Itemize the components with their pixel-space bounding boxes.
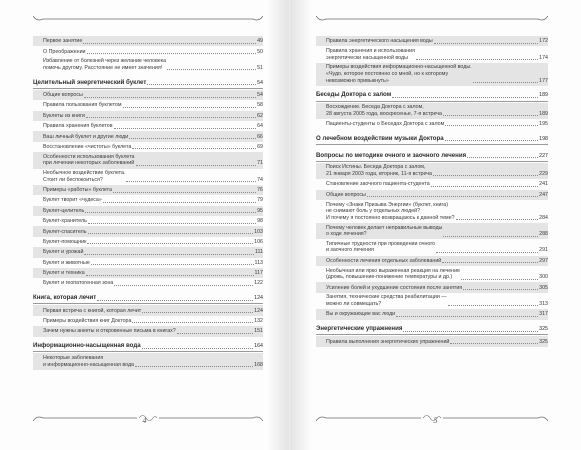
toc-entry xyxy=(33,36,263,46)
toc-page-number: 247 xyxy=(539,191,548,198)
toc-page-number: 132 xyxy=(254,318,263,324)
dot-leader xyxy=(367,191,538,197)
toc-entry-title: Становление заочного пациента-студента xyxy=(326,181,430,188)
dot-leader xyxy=(450,338,538,344)
dot-leader xyxy=(473,77,539,83)
dot-leader xyxy=(443,110,538,116)
toc-entry-title: Беседы Доктора с залом xyxy=(316,91,392,99)
toc-page-number: 74 xyxy=(257,176,263,183)
toc-page-number: 325 xyxy=(539,326,548,333)
toc-page-number: 122 xyxy=(254,280,263,287)
toc-entry-title: Буклет-целитель xyxy=(43,207,85,214)
toc-page-number: 49 xyxy=(257,38,263,45)
dot-leader xyxy=(396,311,538,317)
toc-entry xyxy=(316,282,548,292)
toc-entry-title: Целительный энергетический буклет xyxy=(33,78,147,86)
dot-leader xyxy=(445,120,538,126)
toc-entry-title: Правила хранения и использования энергетически насыщенной воды xyxy=(326,47,415,61)
toc-page-number: 195 xyxy=(539,121,548,128)
toc-page-number: 241 xyxy=(539,181,548,188)
toc-section-heading xyxy=(33,337,263,353)
toc-entry xyxy=(33,131,263,141)
toc-entry-title: Первое занятие xyxy=(43,38,83,45)
toc-page-number: 113 xyxy=(254,259,263,266)
dot-leader xyxy=(443,231,538,237)
toc-entry xyxy=(33,216,263,226)
toc-page-number: 189 xyxy=(539,92,548,99)
dot-leader xyxy=(83,38,256,44)
dot-leader xyxy=(114,123,257,129)
dot-leader xyxy=(86,112,256,118)
toc-entry xyxy=(316,200,548,223)
toc-page-number: 229 xyxy=(539,171,548,177)
dot-leader xyxy=(431,181,538,187)
toc-page-number: 79 xyxy=(257,197,263,204)
toc-entry xyxy=(316,119,548,129)
toc-entry xyxy=(33,316,263,326)
toc-entry xyxy=(316,179,548,189)
toc-entry-title: Буклет-спаситель xyxy=(43,228,87,235)
toc-section-heading xyxy=(316,146,548,162)
toc-entry-title: Типичные трудности при проведении очного и заочного лечения xyxy=(326,240,436,254)
toc-entry xyxy=(33,121,263,131)
toc-entry xyxy=(33,326,263,336)
toc-entry-title: Информационно-насыщенная вода xyxy=(33,342,141,350)
toc-entry-title: Необычная или ярко выраженная реакция на лечение (дрожь, повышение-понижение температуры и др.) xyxy=(326,267,460,281)
toc-entry xyxy=(33,305,263,315)
toc-entry xyxy=(316,223,548,239)
page-folio: 5 xyxy=(433,416,438,425)
toc-entry xyxy=(33,195,263,205)
dot-leader xyxy=(113,187,256,193)
dot-leader xyxy=(445,135,539,141)
toc-entry xyxy=(316,46,548,62)
toc-entry xyxy=(316,103,548,119)
dot-leader xyxy=(123,102,257,108)
toc-page-number: 288 xyxy=(539,231,548,238)
dot-leader xyxy=(84,92,256,98)
dot-leader xyxy=(442,257,538,263)
toc-page-number: 284 xyxy=(539,214,548,221)
table-of-contents-right xyxy=(316,36,548,347)
dot-leader xyxy=(87,48,257,54)
toc-entry xyxy=(316,239,548,255)
toc-page-number: 69 xyxy=(257,143,263,150)
toc-section-heading xyxy=(33,73,263,89)
toc-page-number: 95 xyxy=(257,207,263,214)
dot-leader xyxy=(132,143,256,149)
toc-section-heading xyxy=(316,320,548,336)
dot-leader xyxy=(132,317,253,323)
dot-leader xyxy=(91,259,254,265)
toc-entry xyxy=(316,36,548,46)
toc-page-number: 297 xyxy=(539,257,548,264)
table-of-contents-left xyxy=(33,36,263,370)
toc-entry xyxy=(33,57,263,73)
toc-page-number: 71 xyxy=(257,160,263,167)
toc-page-number: 51 xyxy=(257,64,263,71)
toc-entry xyxy=(316,309,548,319)
toc-page-number: 58 xyxy=(257,102,263,109)
toc-page-number: 76 xyxy=(257,187,263,194)
page-folio: 4 xyxy=(142,416,147,425)
toc-entry xyxy=(33,185,263,195)
toc-entry-title: Первая встреча с книгой, которая лечит xyxy=(43,307,142,314)
dot-leader xyxy=(463,284,538,290)
toc-entry xyxy=(33,206,263,216)
dot-leader xyxy=(142,343,254,349)
dot-leader xyxy=(142,307,253,313)
toc-entry xyxy=(33,100,263,110)
toc-entry xyxy=(316,293,548,309)
toc-entry xyxy=(33,237,263,247)
toc-page-number: 106 xyxy=(254,238,263,245)
toc-page-number: 164 xyxy=(254,343,263,350)
toc-entry xyxy=(316,336,548,346)
toc-page-number: 124 xyxy=(254,307,263,314)
dot-leader xyxy=(136,160,257,166)
dot-leader xyxy=(403,326,538,332)
dot-leader xyxy=(88,218,256,224)
toc-entry-title: Общие вопросы xyxy=(43,92,83,99)
toc-page-number: 151 xyxy=(254,328,263,335)
toc-entry-title: Правила выполнения энергетических упражнений xyxy=(326,338,450,345)
dot-leader xyxy=(434,38,538,44)
toc-entry-title: Некоторые заболевания и информационно-насыщенная вода xyxy=(43,354,134,368)
toc-page-number: 177 xyxy=(539,77,548,84)
toc-entry-title: Поиск Истины. Беседа Доктора с залом, 21 января 2003 года, вторник, 11-я встреча xyxy=(326,164,432,177)
left-page xyxy=(0,0,289,450)
toc-page-number: 198 xyxy=(539,135,548,142)
toc-page-number: 54 xyxy=(257,79,263,86)
dot-leader xyxy=(416,54,538,60)
dot-leader xyxy=(88,228,254,234)
right-page xyxy=(290,0,581,450)
toc-entry-title: Буклеты из книги xyxy=(43,112,85,119)
dot-leader xyxy=(167,64,256,70)
dot-leader xyxy=(129,133,256,139)
toc-entry xyxy=(33,226,263,236)
toc-entry-title: Правила пользования буклетом xyxy=(43,102,122,109)
dot-leader xyxy=(147,79,256,85)
toc-entry-title: Буклет-хранитель xyxy=(43,218,87,225)
toc-page-number: 98 xyxy=(257,218,263,225)
toc-page-number: 291 xyxy=(539,247,548,254)
toc-entry-title: Буклет и урожай xyxy=(43,249,84,256)
dot-leader xyxy=(433,170,538,176)
toc-page-number: 227 xyxy=(539,152,548,159)
toc-entry xyxy=(33,268,263,278)
toc-entry-title: Усиление болей и ухудшение состояния после занятия xyxy=(326,284,463,291)
toc-page-number: 50 xyxy=(257,48,263,55)
dot-leader xyxy=(461,274,538,280)
dot-leader xyxy=(467,152,538,158)
toc-entry-title: Почему «Знаки Призыва Энергии» (буклет, книга) не снимают боль у отдельных людей? И почему я постоянно возвращаюсь к данной теме? xyxy=(326,201,455,221)
toc-entry xyxy=(33,152,263,168)
dot-leader xyxy=(177,328,253,334)
toc-page-number: 189 xyxy=(539,110,548,117)
toc-entry xyxy=(33,169,263,185)
toc-entry-title: О Преображении xyxy=(43,48,86,55)
toc-entry-title: Буклет-помощник xyxy=(43,238,87,245)
toc-entry-title: Особенности лечения отдельных заболеваний xyxy=(326,257,442,264)
toc-page-number: 300 xyxy=(539,274,548,281)
toc-entry-title: Избавление от болезней через желание человека помочь другому. Расстояние не имеет значения! xyxy=(43,58,167,71)
toc-page-number: 168 xyxy=(254,361,263,368)
toc-entry xyxy=(33,111,263,121)
toc-page-number: 174 xyxy=(539,54,548,61)
toc-page-number: 103 xyxy=(254,228,263,235)
dot-leader xyxy=(114,280,253,286)
toc-page-number: 317 xyxy=(539,311,548,318)
toc-page-number: 305 xyxy=(539,284,548,291)
dot-leader xyxy=(97,295,253,301)
dot-leader xyxy=(392,92,538,98)
toc-entry-title: Зачем нужны анкеты и откровенные письма в книгах? xyxy=(43,328,176,335)
toc-entry-title: Вопросы по методике очного и заочного лечения xyxy=(316,151,467,159)
toc-section-heading xyxy=(33,289,263,305)
toc-page-number: 111 xyxy=(254,249,263,256)
toc-entry-title: Пациенты-студенты о Беседах Доктора с залом xyxy=(326,121,445,128)
toc-entry-title: Буклет и животные xyxy=(43,259,90,266)
toc-page-number: 124 xyxy=(254,295,263,302)
top-ornament-rule xyxy=(316,14,548,24)
toc-entry-title: О лечебном воздействии музыки Доктора xyxy=(316,134,444,142)
toc-entry xyxy=(33,247,263,257)
toc-entry-title: Энергетические упражнения xyxy=(316,325,403,333)
toc-entry xyxy=(33,142,263,152)
toc-entry xyxy=(316,190,548,200)
toc-entry-title: Восстановление «чистоты» буклета xyxy=(43,143,132,150)
toc-entry-title: Ваш личный буклет и другие люди xyxy=(43,133,129,140)
toc-page-number: 62 xyxy=(257,112,263,119)
toc-entry xyxy=(316,256,548,266)
dot-leader xyxy=(126,176,256,182)
dot-leader xyxy=(86,270,254,276)
toc-entry xyxy=(316,63,548,86)
toc-entry-title: Примеры воздействия книг Доктора xyxy=(43,318,132,324)
toc-page-number: 66 xyxy=(257,133,263,140)
dot-leader xyxy=(87,238,253,244)
toc-entry xyxy=(316,266,548,282)
toc-entry xyxy=(316,163,548,179)
toc-page-number: 313 xyxy=(539,300,548,307)
dot-leader xyxy=(448,300,539,306)
toc-entry-title: Особенности использования буклета при лечении некоторых заболеваний xyxy=(43,153,135,167)
toc-page-number: 117 xyxy=(254,270,263,277)
toc-entry-title: Книга, которая лечит xyxy=(33,294,97,302)
toc-entry-title: Буклет и техника xyxy=(43,270,85,277)
dot-leader xyxy=(103,197,256,203)
toc-entry xyxy=(33,278,263,288)
toc-entry xyxy=(33,258,263,268)
dot-leader xyxy=(436,247,538,253)
toc-section-heading xyxy=(316,86,548,102)
toc-entry-title: Почему человек делает неправильные выводы о ходе лечения? xyxy=(326,224,443,238)
toc-entry-title: Буклет и геопатогенная зона xyxy=(43,280,114,287)
dot-leader xyxy=(85,207,256,213)
toc-entry-title: Примеры «работы» буклета xyxy=(43,187,112,194)
toc-entry-title: Правила хранения буклетов xyxy=(43,123,113,130)
top-ornament-rule xyxy=(33,14,263,24)
toc-page-number: 172 xyxy=(539,38,548,45)
toc-entry xyxy=(33,90,263,100)
toc-entry-title: Необычное воздействие буклета. Стоит ли беспокоиться? xyxy=(43,170,126,183)
toc-entry-title: Правила энергетического насыщения воды xyxy=(326,38,433,45)
toc-page-number: 54 xyxy=(257,92,263,99)
toc-entry-title: Примеры воздействия информационно-насыщенной воды. «Чудо, которое постоянно со мной, но к которому невозможно привыкнуть» xyxy=(326,64,472,84)
toc-page-number: 325 xyxy=(539,338,548,345)
toc-entry-title: Восхождение. Беседа Доктора с залом, 28 августа 2005 года, воскресенье, 7-я встреча xyxy=(326,104,442,117)
toc-entry-title: Вы и окружающие вас люди xyxy=(326,311,396,318)
toc-entry-title: Буклет творит «чудеса» xyxy=(43,197,102,204)
toc-section-heading xyxy=(316,129,548,145)
toc-entry xyxy=(33,46,263,56)
toc-page-number: 64 xyxy=(257,123,263,130)
dot-leader xyxy=(135,361,253,367)
toc-entry-title: Общие вопросы xyxy=(326,191,366,198)
toc-entry xyxy=(33,353,263,369)
dot-leader xyxy=(456,214,539,220)
toc-entry-title: Занятия, технические средства реабилитации — можно ли совмещать? xyxy=(326,294,447,307)
dot-leader xyxy=(84,249,253,255)
